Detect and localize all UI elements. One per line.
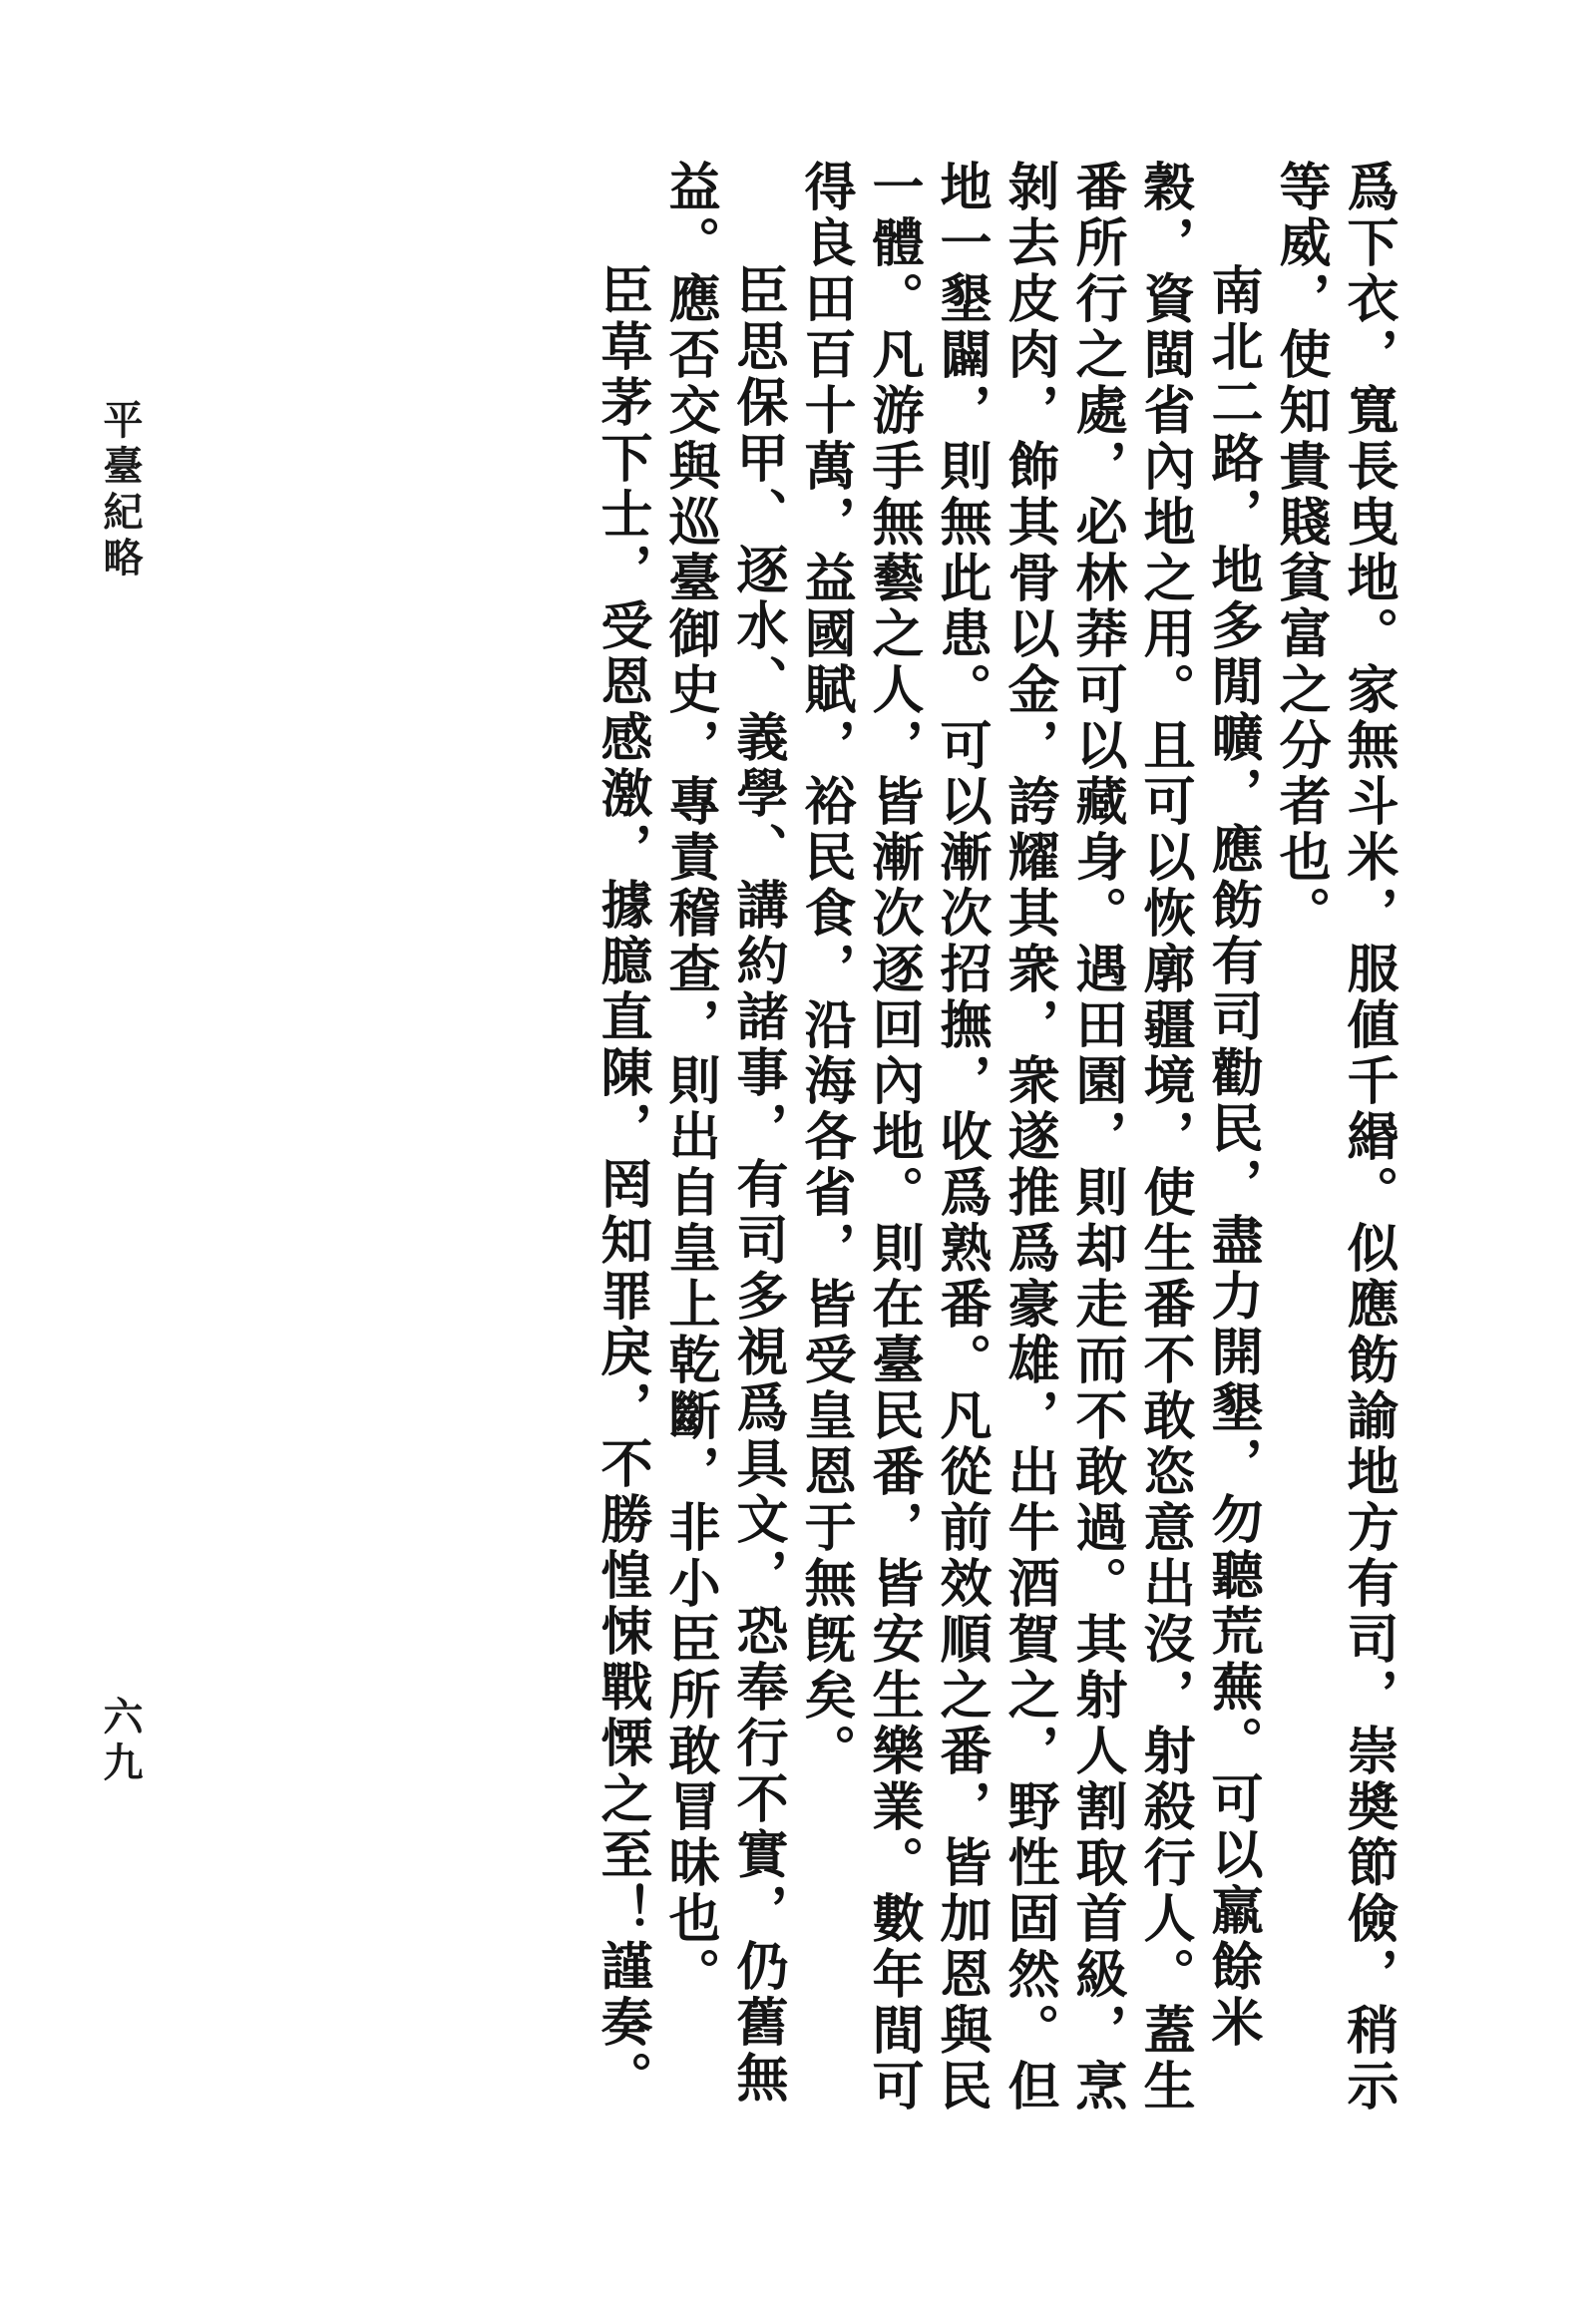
running-title: 平臺紀略 xyxy=(97,399,143,582)
paragraph-4: 臣草茅下士，受恩感激，據臆直陳，罔知罪戾，不勝惶悚戰慄之至！謹奏。 xyxy=(592,263,652,2107)
paragraph-1: 爲下衣，寬長曳地。家無斗米，服値千緡。似應飭諭地方有司，崇奬節儉，稍示等威，使知貴賤貧富之分者也。 xyxy=(1270,160,1398,2115)
paragraph-2: 南北二路，地多閒曠，應飭有司勸民，盡力開墾，勿聽荒蕪。可以羸餘米穀，資閩省內地之用。且可以恢廓疆境，使生番不敢恣意出沒，射殺行人。蓋生番所行之處，必林莽可以藏身。遇田園，則却走而不敢過。其射人割取首級，烹剝去皮肉，飾其骨以金，誇耀其衆，衆遂推爲豪雄，出牛酒賀之，野性固然。但地一墾闢，則無此患。可以漸次招撫，收爲熟番。凡從前效順之番，皆加恩與民一體。凡游手無藝之人，皆漸次逐回內地。則在臺民番，皆安生樂業。數年間可得良田百十萬，益國賦，裕民食，沿海各省，皆受皇恩于無旣矣。 xyxy=(795,160,1263,2115)
page-number: 六九 xyxy=(97,1696,143,1787)
paragraph-3: 臣思保甲、逐水、義學、講約諸事，有司多視爲具文，恐奉行不實，仍舊無益。應否交與巡臺御史，專責稽查，則出自皇上乾斷，非小臣所敢冒昧也。 xyxy=(659,160,788,2107)
main-text-block xyxy=(588,160,1401,2154)
